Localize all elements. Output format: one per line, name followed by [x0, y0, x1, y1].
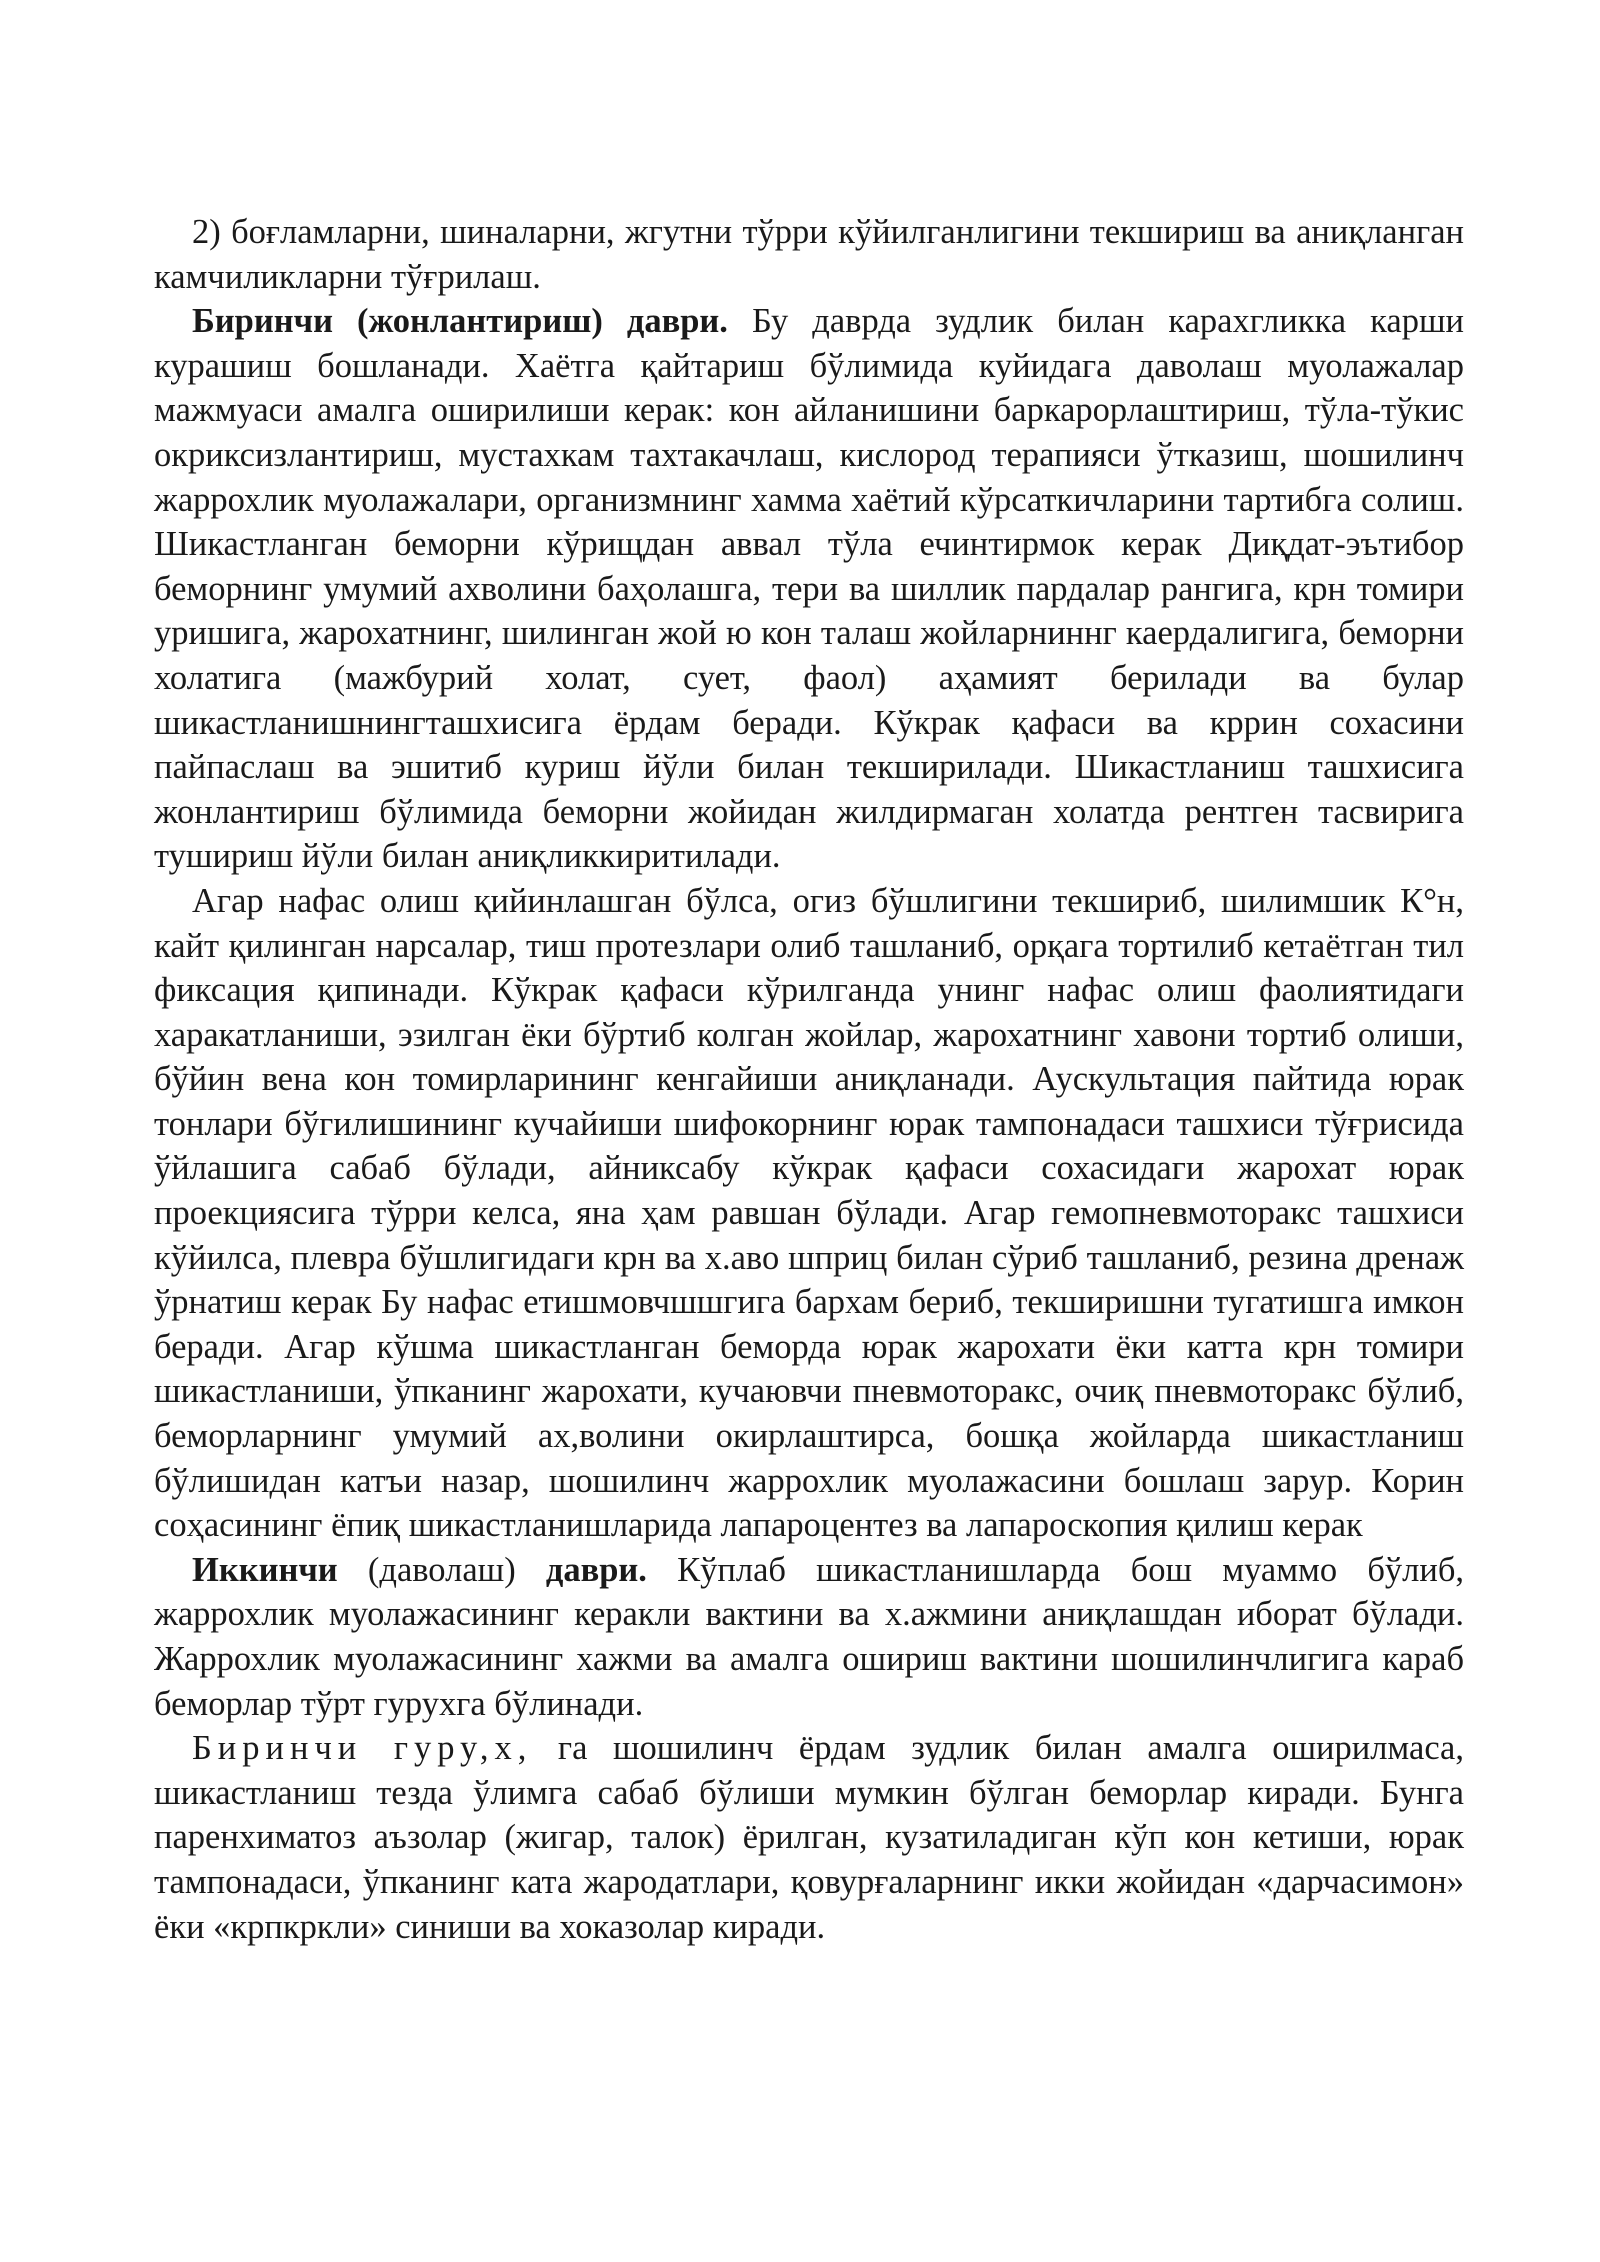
paragraph-2 [154, 299, 1464, 879]
group-heading-first: Биринчи гуру,х, [192, 1729, 533, 1768]
section-heading-second-word: Иккинчи [192, 1550, 338, 1589]
paragraph-3 [154, 879, 1464, 1548]
paragraph-4-text: Кўплаб шикастланишларда бош муаммо бўлиб, жаррохлик муолажасининг керакли вактини ва х.ажмини аниқлашдан иборат бўлади. Жаррохлик муолажасининг хажми ва амалга ошириш вактини шошилинчлигига караб беморлар тўрт гурухга бўлинади. [154, 1550, 1464, 1723]
paragraph-2-text: Бу даврда зудлик билан карахгликка карши курашиш бошланади. Хаётга қайтариш бўлимида куйидага даволаш муолажалар мажмуаси амалга оширилиши керак: кон айланишини баркарорлаштириш, тўла-тўкис окриксизлантириш, мустахкам тахтакачлаш, кислород терапияси ўтказиш, шошилинч жаррохлик муолажалари, организмнинг хамма хаётий кўрсаткичларини тартибга солиш. Шикастланган беморни кўрищдан аввал тўла ечинтирмок керак Диқдат-эътибор беморнинг умумий ахволини баҳолашга, тери ва шиллик пардалар рангига, крн томири уришига, жарохатнинг, шилинган жой ю кон талаш жойларниннг каердалигига, беморни холатига (мажбурий холат, сует, фаол) аҳамият берилади ва булар шикастланишнингташхисига ёрдам беради. Кўкрак қафаси ва кррин сохасини пайпаслаш ва эшитиб куриш йўли билан текширилади. Шикастланиш ташхисига жонлантириш бўлимида беморни жойидан жилдирмаган холатда рентген тасвирига тушириш йўли билан аниқликкиритилади. [154, 302, 1464, 876]
section-heading-period-word: даври. [545, 1550, 647, 1589]
paragraph-3-text: Агар нафас олиш қийинлашган бўлса, огиз бўшлигини текшириб, шилимшик К°н, кайт қилинган нарсалар, тиш протезлари олиб ташланиб, орқага тортилиб кетаётган тил фиксация қипинади. Кўкрак қафаси кўрилганда унинг нафас олиш фаолиятидаги харакатланиши, эзилган ёки бўртиб колган жойлар, жарохатнинг хавони тортиб олиши, бўйин вена кон томирларининг кенгайиши аниқланади. Аускультация пайтида юрак тонлари бўгилишининг кучайиши шифокорнинг юрак тампонадаси ташхиси тўғрисида ўйлашига сабаб бўлади, айниксабу кўкрак қафаси сохасидаги жарохат юрак проекциясига тўрри келса, яна ҳам равшан бўлади. Агар гемопневмоторакс ташхиси кўйилса, плевра бўшлигидаги крн ва х.аво шприц билан сўриб ташланиб, резина дренаж ўрнатиш керак Бу нафас етишмовчшшгига бархам бериб, текширишни тугатишга имкон беради. Агар кўшма шикастланган беморда юрак жарохати ёки катта крн томири шикастланиши, ўпканинг жарохати, кучаювчи пневмоторакс, очиқ пневмоторакс бўлиб, беморларнинг умумий ах,волини окирлаштирса, бошқа жойларда шикастланиш бўлишидан катъи назар, шошилинч жаррохлик муолажасини бошлаш зарур. Корин соҳасининг ёпиқ шикастланишларида лапароцентез ва лапароскопия қилиш керак [154, 881, 1464, 1545]
paragraph-5-text: га шошилинч ёрдам зудлик билан амалга оширилмаса, шикастланиш тезда ўлимга сабаб бўлиши мумкин бўлган беморлар киради. Бунга паренхиматоз аъзолар (жигар, талок) ёрилган, кузатиладиган кўп кон кетиши, юрак тампонадаси, ўпканинг ката жародатлари, қовурғаларнинг икки жойидан «дарчасимон» ёки «крпкркли» синиши ва хоказолар киради. [154, 1729, 1464, 1946]
paragraph-1 [154, 210, 1464, 299]
section-heading-first-period: Биринчи (жонлантириш) даври. [192, 302, 728, 341]
section-heading-parenthetical: (даволаш) [337, 1550, 546, 1589]
paragraph-5 [154, 1726, 1464, 1949]
paragraph-4 [154, 1548, 1464, 1726]
document-page [154, 210, 1464, 1949]
paragraph-1-text: 2) боғламларни, шиналарни, жгутни тўрри кўйилганлигини текшириш ва аниқланган камчиликларни тўғрилаш. [154, 213, 1464, 296]
